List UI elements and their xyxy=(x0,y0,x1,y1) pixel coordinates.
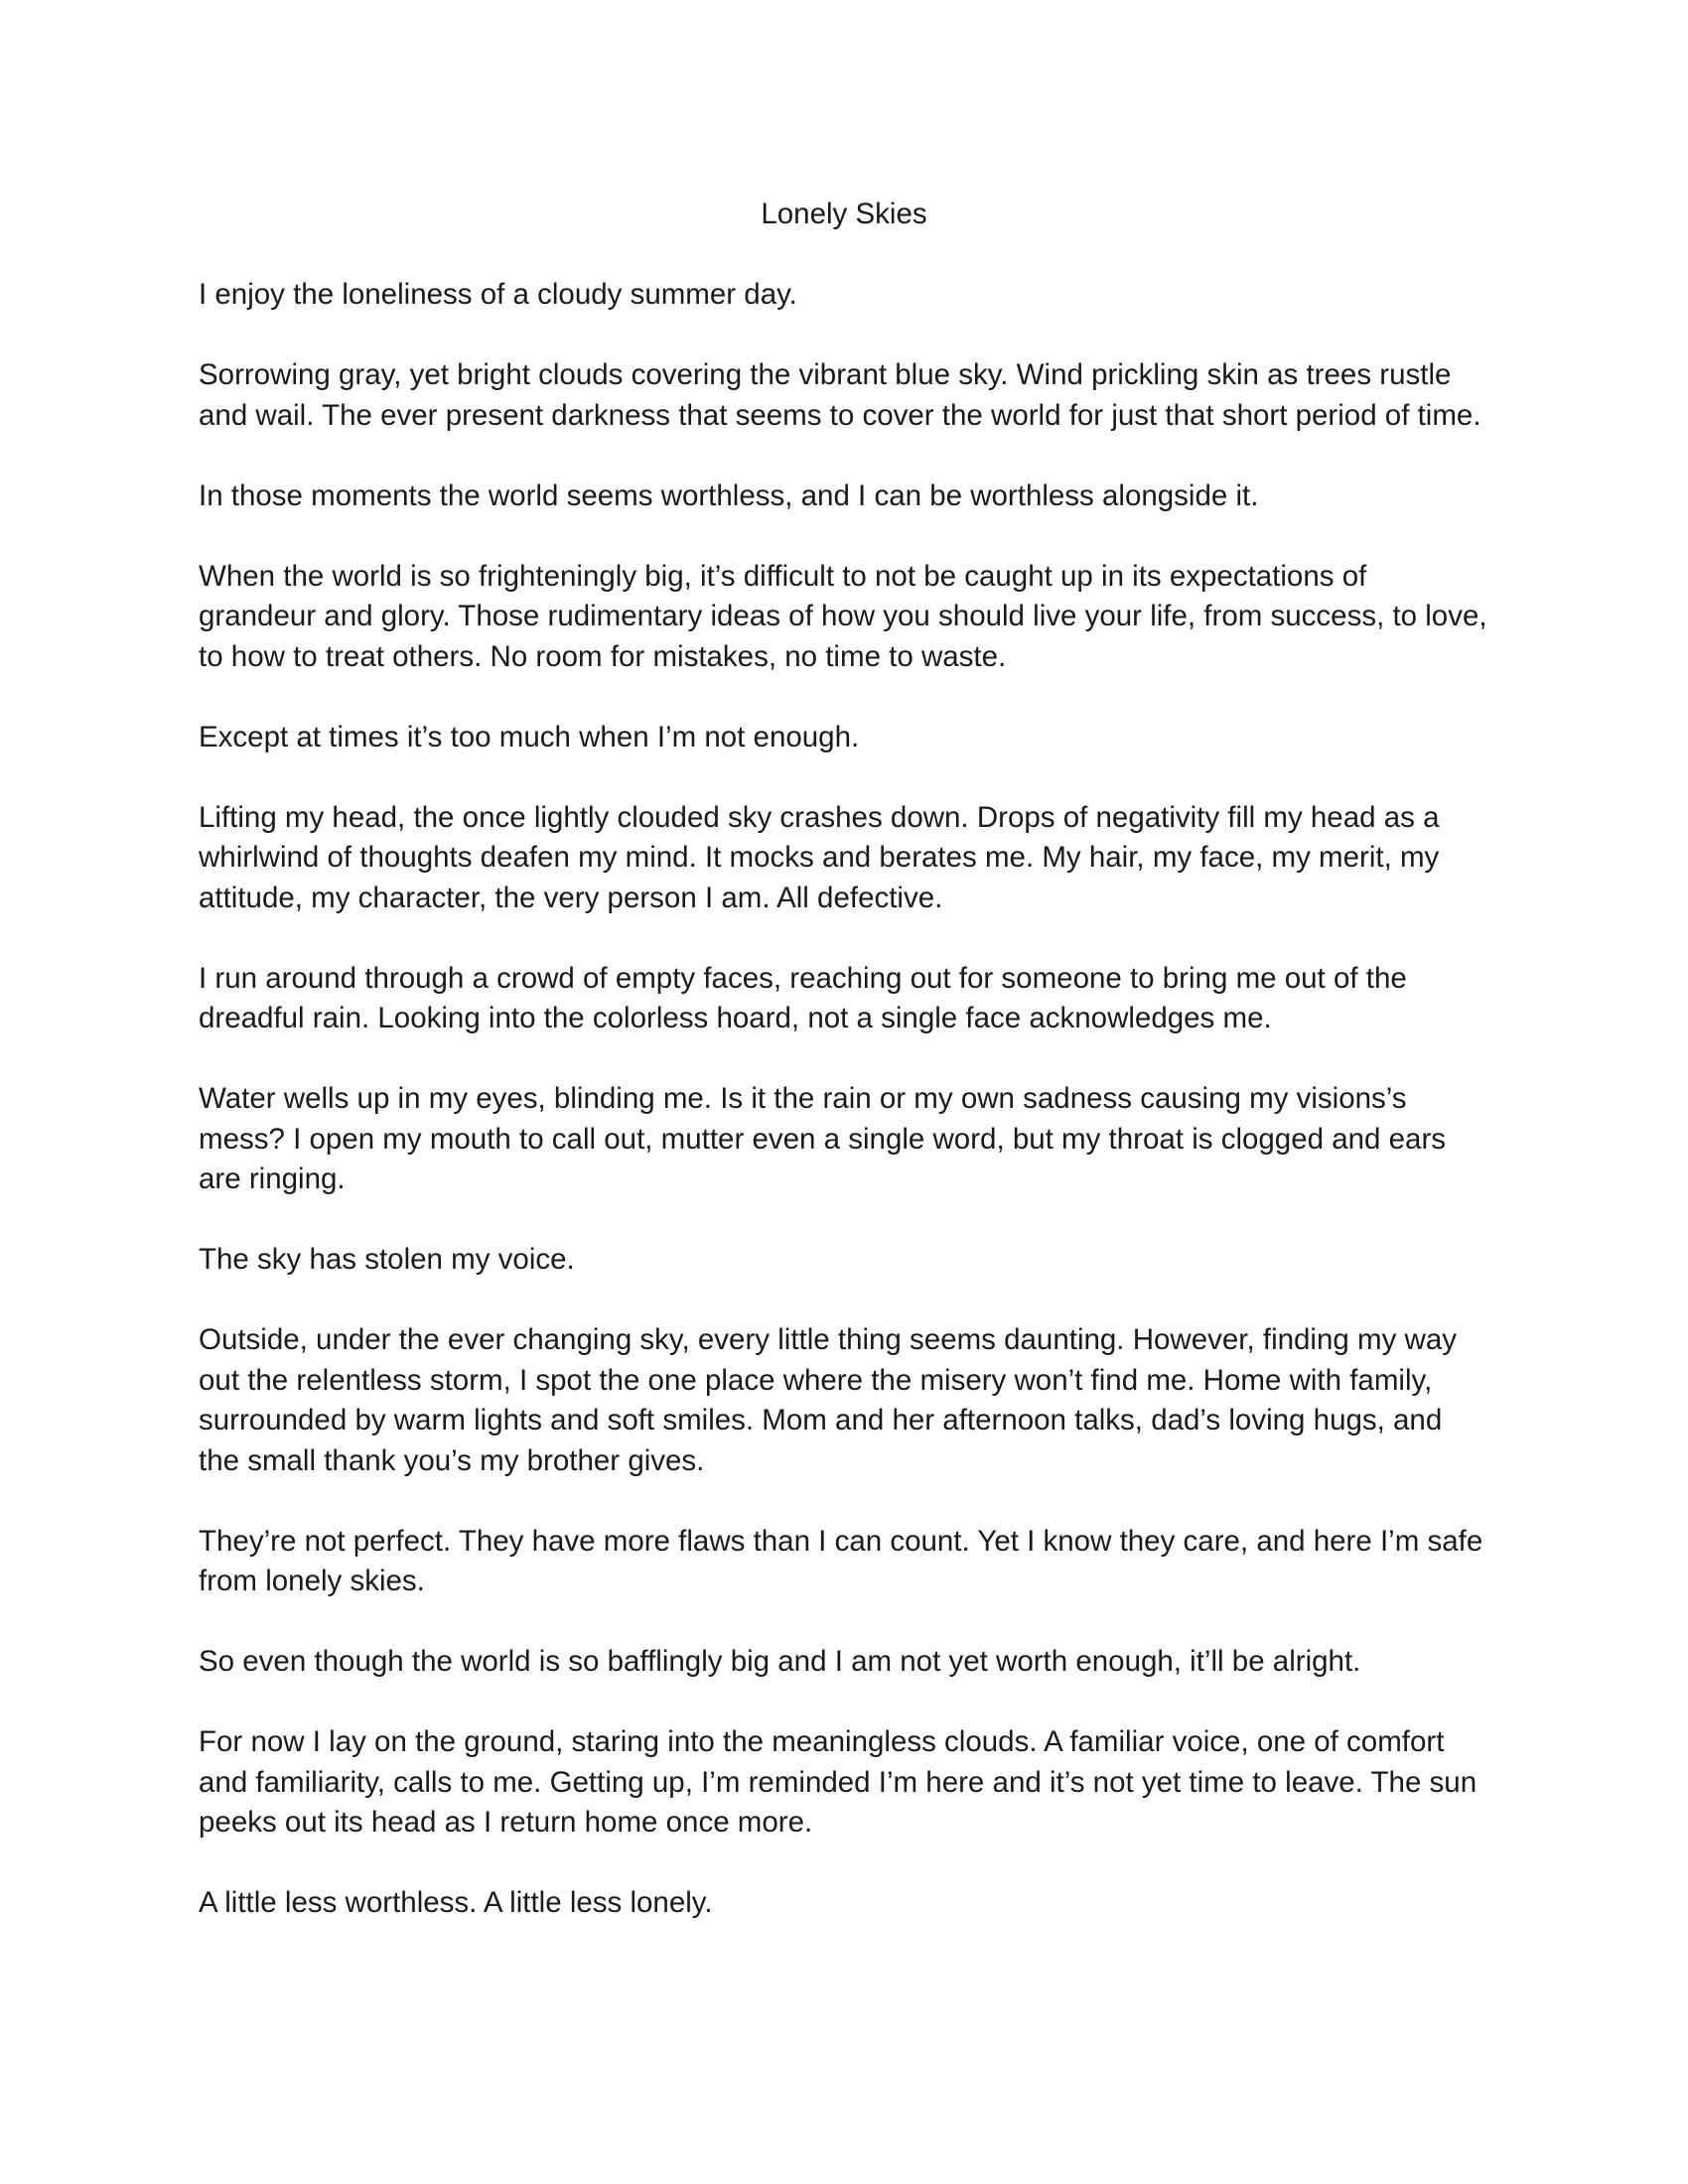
paragraph: I enjoy the loneliness of a cloudy summer day. xyxy=(199,278,797,311)
paragraph: For now I lay on the ground, staring into the meaningless clouds. A familiar voice, one of comfort and familiarity, calls to me. Getting up, I’m reminded I’m here and it’s not yet time to leave. The sun peeks out its head as I return home once more. xyxy=(199,1725,1477,1839)
document-title: Lonely Skies xyxy=(761,198,927,230)
paragraph: Except at times it’s too much when I’m not enough. xyxy=(199,720,860,753)
paragraph: A little less worthless. A little less lonely. xyxy=(199,1886,713,1919)
paragraph: Water wells up in my eyes, blinding me. Is it the rain or my own sadness causing my visions’s mess? I open my mouth to call out, mutter even a single word, but my throat is clogged and ears are ringing. xyxy=(199,1082,1447,1195)
document-body xyxy=(199,195,1489,1964)
paragraph: In those moments the world seems worthless, and I can be worthless alongside it. xyxy=(199,478,1259,512)
paragraph: Sorrowing gray, yet bright clouds covering the vibrant blue sky. Wind prickling skin as trees rustle and wail. The ever present darkness that seems to cover the world for just that short period of time. xyxy=(199,358,1481,432)
paragraph: They’re not perfect. They have more flaws than I can count. Yet I know they care, and here I’m safe from lonely skies. xyxy=(199,1524,1483,1597)
paragraph: The sky has stolen my voice. xyxy=(199,1243,575,1276)
paragraph: So even though the world is so bafflingly big and I am not yet worth enough, it’ll be alright. xyxy=(199,1645,1361,1678)
paragraph: Lifting my head, the once lightly clouded sky crashes down. Drops of negativity fill my head as a whirlwind of thoughts deafen my mind. It mocks and berates me. My hair, my face, my merit, my attitude, my character, the very person I am. All defective. xyxy=(199,800,1440,914)
paragraph: When the world is so frighteningly big, it’s difficult to not be caught up in its expectations of grandeur and glory. Those rudimentary ideas of how you should live your life, from success, to love, to how to treat others. No room for mistakes, no time to waste. xyxy=(199,559,1487,673)
paragraph: I run around through a crowd of empty faces, reaching out for someone to bring me out of the dreadful rain. Looking into the colorless hoard, not a single face acknowledges me. xyxy=(199,961,1407,1034)
paragraph: Outside, under the ever changing sky, every little thing seems daunting. However, finding my way out the relentless storm, I spot the one place where the misery won’t find me. Home with family, surrounded by warm lights and soft smiles. Mom and her afternoon talks, dad’s loving hugs, and the small thank you’s my brother gives. xyxy=(199,1323,1457,1477)
